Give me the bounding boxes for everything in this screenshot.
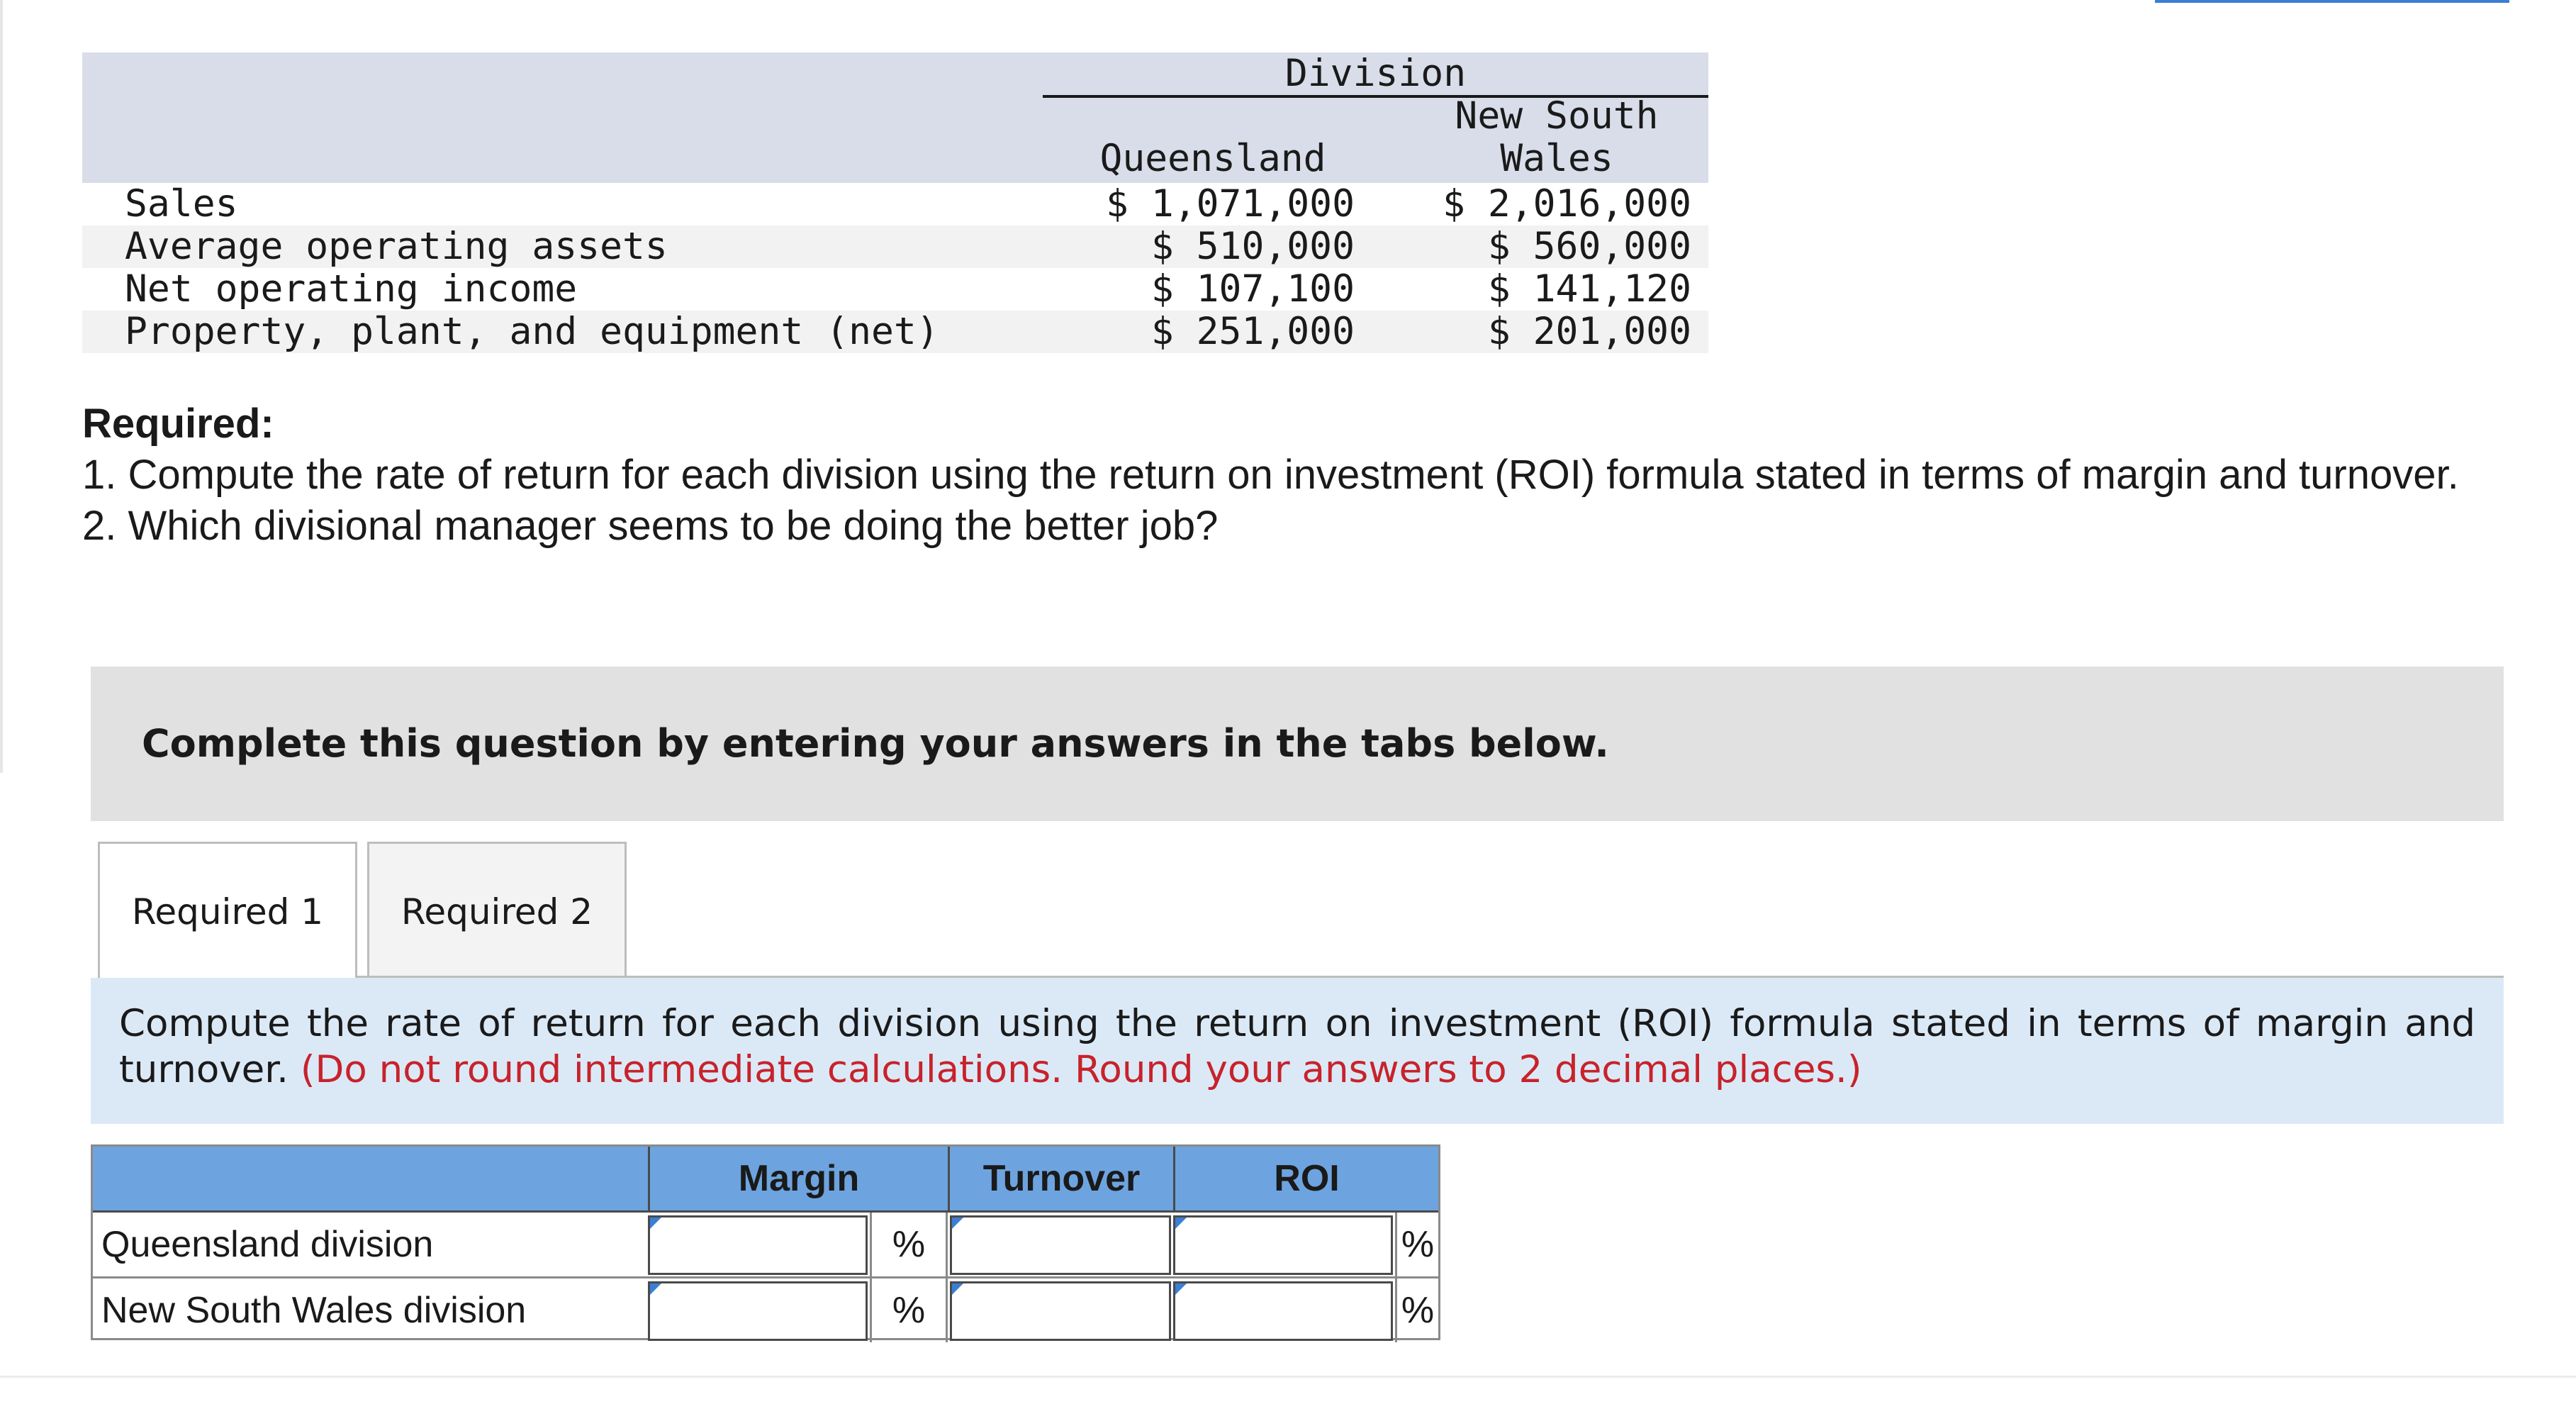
row-label: Net operating income [125,267,578,311]
row-label: Average operating assets [125,225,668,268]
table-row [93,1213,1438,1278]
queensland-value: $ 107,100 [1150,267,1355,311]
bottom-divider [0,1376,2576,1378]
answer-table [91,1144,1440,1340]
nsw-roi-input[interactable] [1173,1281,1393,1341]
percent-unit: % [1395,1213,1438,1276]
row-label-nsw: New South Wales division [101,1290,527,1331]
question-instruction [91,978,2504,1124]
table-header [82,52,1708,183]
header-margin: Margin [648,1147,948,1210]
instruction-banner [91,667,2504,821]
top-accent-bar [2155,0,2509,3]
row-label: Property, plant, and equipment (net) [125,310,939,353]
row-label-queensland: Queensland division [101,1224,434,1265]
percent-unit: % [1395,1278,1438,1342]
queensland-value: $ 1,071,000 [1106,182,1355,225]
nsw-value: $ 560,000 [1487,225,1691,268]
table-row [82,268,1708,311]
percent-unit: % [870,1278,948,1342]
question-note: (Do not round intermediate calculations. Round your answers to 2 decimal places.) [300,1048,1862,1091]
row-label: Sales [125,182,238,225]
required-section [82,399,2492,552]
column-heading-nsw [1408,95,1706,180]
column-heading-nsw-line1: New South [1455,94,1659,138]
table-row [82,183,1708,225]
division-heading: Division [1043,52,1708,98]
nsw-value: $ 141,120 [1487,267,1691,311]
tab-required-2[interactable]: Required 2 [367,842,627,978]
required-item-2: 2. Which divisional manager seems to be doing the better job? [82,503,1219,549]
queensland-roi-input[interactable] [1173,1215,1393,1275]
question-text: Compute the rate of return for each division using the return on investment (ROI) formula stated in terms of margin and turnover. [119,1002,2475,1091]
required-item-1: 1. Compute the rate of return for each division using the return on investment (ROI) formula stated in terms of margin and turnover. [82,452,2459,498]
queensland-turnover-input[interactable] [950,1215,1171,1275]
nsw-value: $ 201,000 [1487,310,1691,353]
nsw-margin-input[interactable] [648,1281,868,1341]
header-turnover: Turnover [948,1147,1173,1210]
column-heading-queensland: Queensland [1099,137,1326,180]
table-row [93,1278,1438,1342]
tab-required-1[interactable]: Required 1 [98,842,357,978]
table-row [82,311,1708,353]
division-data-table [82,52,1708,353]
nsw-value: $ 2,016,000 [1443,182,1691,225]
header-roi: ROI [1173,1147,1438,1210]
required-title: Required: [82,401,274,447]
instruction-banner-text: Complete this question by entering your answers in the tabs below. [142,721,1609,766]
percent-unit: % [870,1213,948,1276]
nsw-turnover-input[interactable] [950,1281,1171,1341]
answer-table-header [93,1147,1438,1213]
queensland-value: $ 251,000 [1150,310,1355,353]
queensland-value: $ 510,000 [1150,225,1355,268]
left-edge-divider [0,0,3,773]
queensland-margin-input[interactable] [648,1215,868,1275]
column-heading-nsw-line2: Wales [1500,137,1613,180]
table-row [82,225,1708,268]
